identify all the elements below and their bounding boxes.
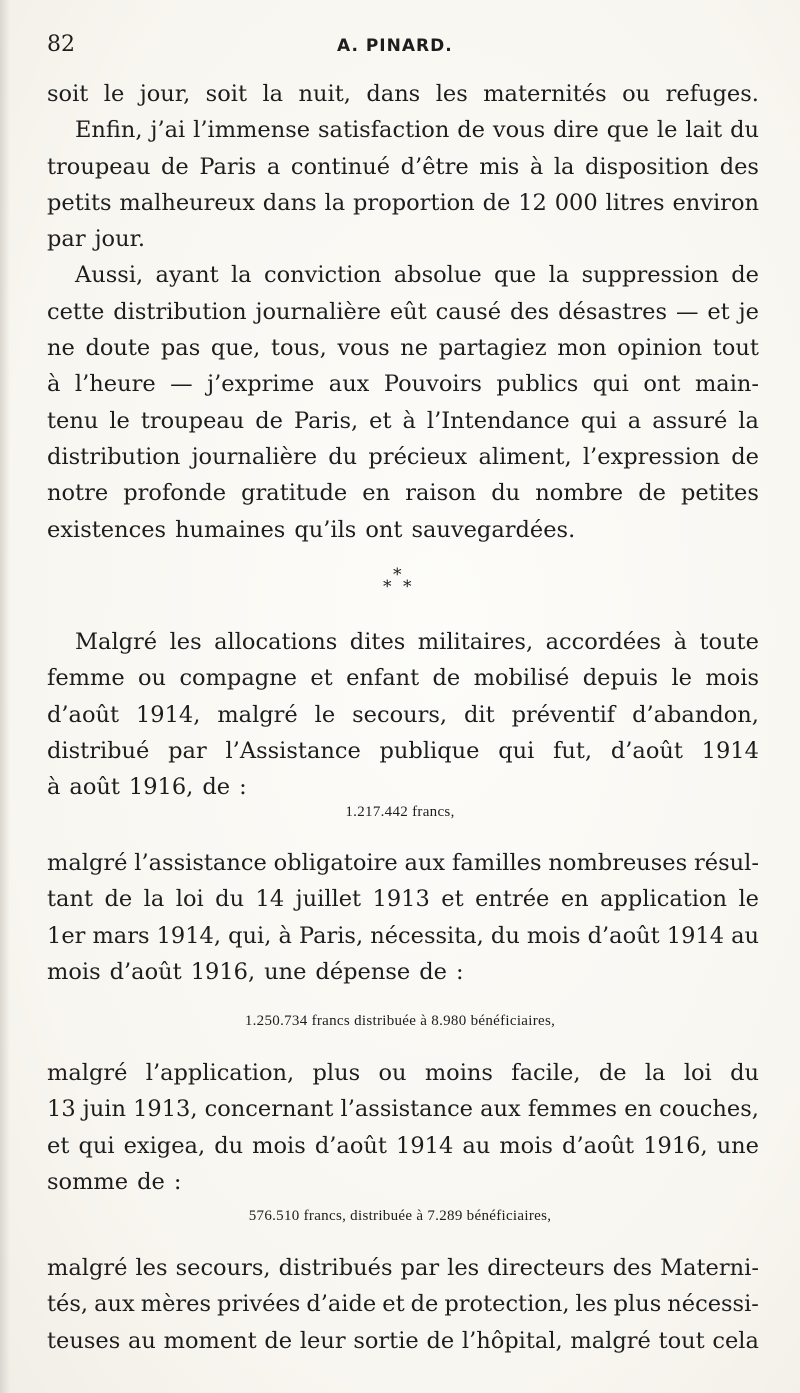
text-line: à août 1916, de : [47,774,247,801]
text-line: femme ou compagne et enfant de mobilisé depuis le mois [47,665,759,692]
section-separator-asterism: * * * [383,565,412,597]
text-line: troupeau de Paris a continué d’être mis à la disposition des [47,153,759,180]
text-line: soit le jour, soit la nuit, dans les maternités ou refuges. [47,81,759,107]
text-line: Enfin, j’ai l’immense satisfaction de vous dire que le lait du [75,117,759,144]
text-line: à l’heure — j’exprime aux Pouvoirs publics qui ont main- [47,371,759,398]
page-number: 82 [47,32,75,57]
paragraph-block-2 [47,624,759,805]
text-line: petits malheureux dans la proportion de 12 000 litres environ [47,189,759,216]
paragraph-block-3 [47,845,759,990]
amount-line-2: 1.250.734 francs distribuée à 8.980 bénéficiaires, [244,1013,556,1029]
text-line: tant de la loi du 14 juillet 1913 et entrée en application le [47,886,759,913]
text-line: somme de : [47,1168,182,1195]
amount-line-1: 1.217.442 francs, [345,804,455,820]
paragraph-block-4 [47,1055,759,1200]
text-line: et qui exigea, du mois d’août 1914 au mois d’août 1916, une [47,1132,759,1159]
text-line: malgré l’application, plus ou moins facile, de la loi du [47,1060,759,1086]
text-line: distribué par l’Assistance publique qui fut, d’août 1914 [47,737,759,764]
text-line: 1er mars 1914, qui, à Paris, nécessita, du mois d’août 1914 au [47,922,759,949]
text-line: malgré les secours, distribués par les directeurs des Materni- [47,1255,759,1281]
text-line: malgré l’assistance obligatoire aux familles nombreuses résul- [47,850,759,876]
text-line: distribution journalière du précieux aliment, l’expression de [47,443,759,470]
text-line: existences humaines qu’ils ont sauvegardées. [47,516,576,543]
page-spine-shadow [0,0,10,1393]
text-line: par jour. [47,226,146,253]
paragraph-block-1 [47,76,759,548]
text-line: mois d’août 1916, une dépense de : [47,958,464,985]
text-line: tés, aux mères privées d’aide et de protection, les plus nécessi- [47,1291,759,1318]
text-line: cette distribution journalière eût causé des désastres — et je [47,298,759,325]
text-line: ne doute pas que, tous, vous ne partagiez mon opinion tout [47,335,759,362]
text-line: Aussi, ayant la conviction absolue que la suppression de [75,262,759,289]
running-head: A. PINARD. [337,36,453,56]
page-header [47,32,757,64]
text-line: 13 juin 1913, concernant l’assistance aux femmes en couches, [47,1096,759,1123]
text-line: teuses au moment de leur sortie de l’hôpital, malgré tout cela [47,1327,759,1354]
text-line: d’août 1914, malgré le secours, dit préventif d’abandon, [47,701,759,728]
text-line: tenu le troupeau de Paris, et à l’Intendance qui a assuré la [47,407,759,434]
text-line: notre profonde gratitude en raison du nombre de petites [47,480,759,507]
text-line: Malgré les allocations dites militaires, accordées à toute [75,629,759,655]
amount-line-3: 576.510 francs, distribuée à 7.289 bénéficiaires, [248,1208,552,1224]
paragraph-block-5 [47,1250,759,1359]
